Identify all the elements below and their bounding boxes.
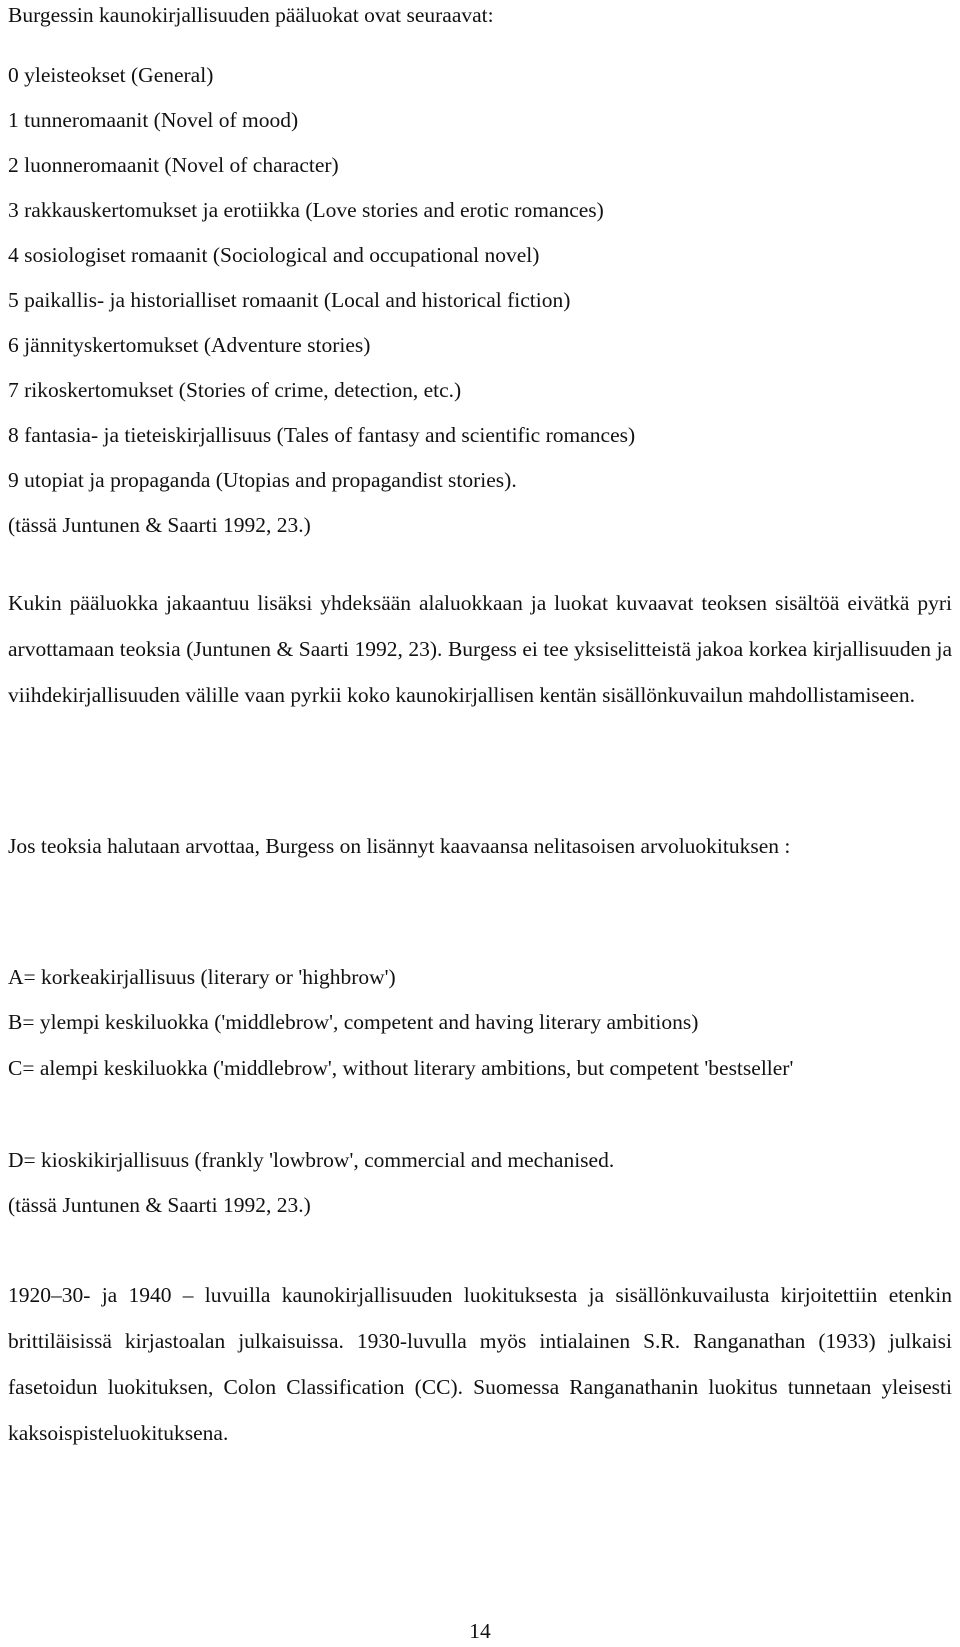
grade-item: C= alempi keskiluokka ('middlebrow', without literary ambitions, but competent 'bestseller' — [8, 1056, 794, 1080]
class-item: 4 sosiologiset romaanit (Sociological and occupational novel) — [8, 243, 540, 267]
class-item: 2 luonneromaanit (Novel of character) — [8, 153, 339, 177]
citation: (tässä Juntunen & Saarti 1992, 23.) — [8, 1193, 311, 1217]
citation: (tässä Juntunen & Saarti 1992, 23.) — [8, 513, 311, 537]
paragraph: Jos teoksia halutaan arvottaa, Burgess on lisännyt kaavaansa nelitasoisen arvoluokituksen : — [8, 834, 791, 858]
class-item: 5 paikallis- ja historialliset romaanit (Local and historical fiction) — [8, 288, 571, 312]
grade-item: B= ylempi keskiluokka ('middlebrow', competent and having literary ambitions) — [8, 1010, 699, 1034]
paragraph: 1920–30- ja 1940 – luvuilla kaunokirjallisuuden luokituksesta ja sisällönkuvailusta kirjoitettiin etenkin brittiläisissä kirjastoalan julkaisuissa. 1930-luvulla myös intialainen S.R. Ranganathan (1933) julkaisi fasetoidun luokituksen, Colon Classification (CC). Suomessa Ranganathanin luokitus tunnetaan yleisesti kaksoispisteluokituksena. — [8, 1283, 952, 1445]
grade-item: A= korkeakirjallisuus (literary or 'highbrow') — [8, 965, 396, 989]
class-item: 0 yleisteokset (General) — [8, 63, 214, 87]
class-item: 7 rikoskertomukset (Stories of crime, detection, etc.) — [8, 378, 462, 402]
page-number: 14 — [469, 1619, 491, 1643]
class-item: 9 utopiat ja propaganda (Utopias and propagandist stories). — [8, 468, 517, 492]
class-item: 3 rakkauskertomukset ja erotiikka (Love stories and erotic romances) — [8, 198, 604, 222]
class-item: 1 tunneromaanit (Novel of mood) — [8, 108, 299, 132]
grade-item: D= kioskikirjallisuus (frankly 'lowbrow', commercial and mechanised. — [8, 1148, 615, 1172]
paragraph: Kukin pääluokka jakaantuu lisäksi yhdeksään alaluokkaan ja luokat kuvaavat teoksen sisältöä eivätkä pyri arvottamaan teoksia (Juntunen & Saarti 1992, 23). Burgess ei tee yksiselitteistä jakoa korkea kirjallisuuden ja viihdekirjallisuuden välille vaan pyrkii koko kaunokirjallisen kentän sisällönkuvailun mahdollistamiseen. — [8, 591, 952, 707]
class-item: 8 fantasia- ja tieteiskirjallisuus (Tales of fantasy and scientific romances) — [8, 423, 636, 447]
class-item: 6 jännityskertomukset (Adventure stories) — [8, 333, 371, 357]
intro-line: Burgessin kaunokirjallisuuden pääluokat ovat seuraavat: — [8, 3, 494, 27]
